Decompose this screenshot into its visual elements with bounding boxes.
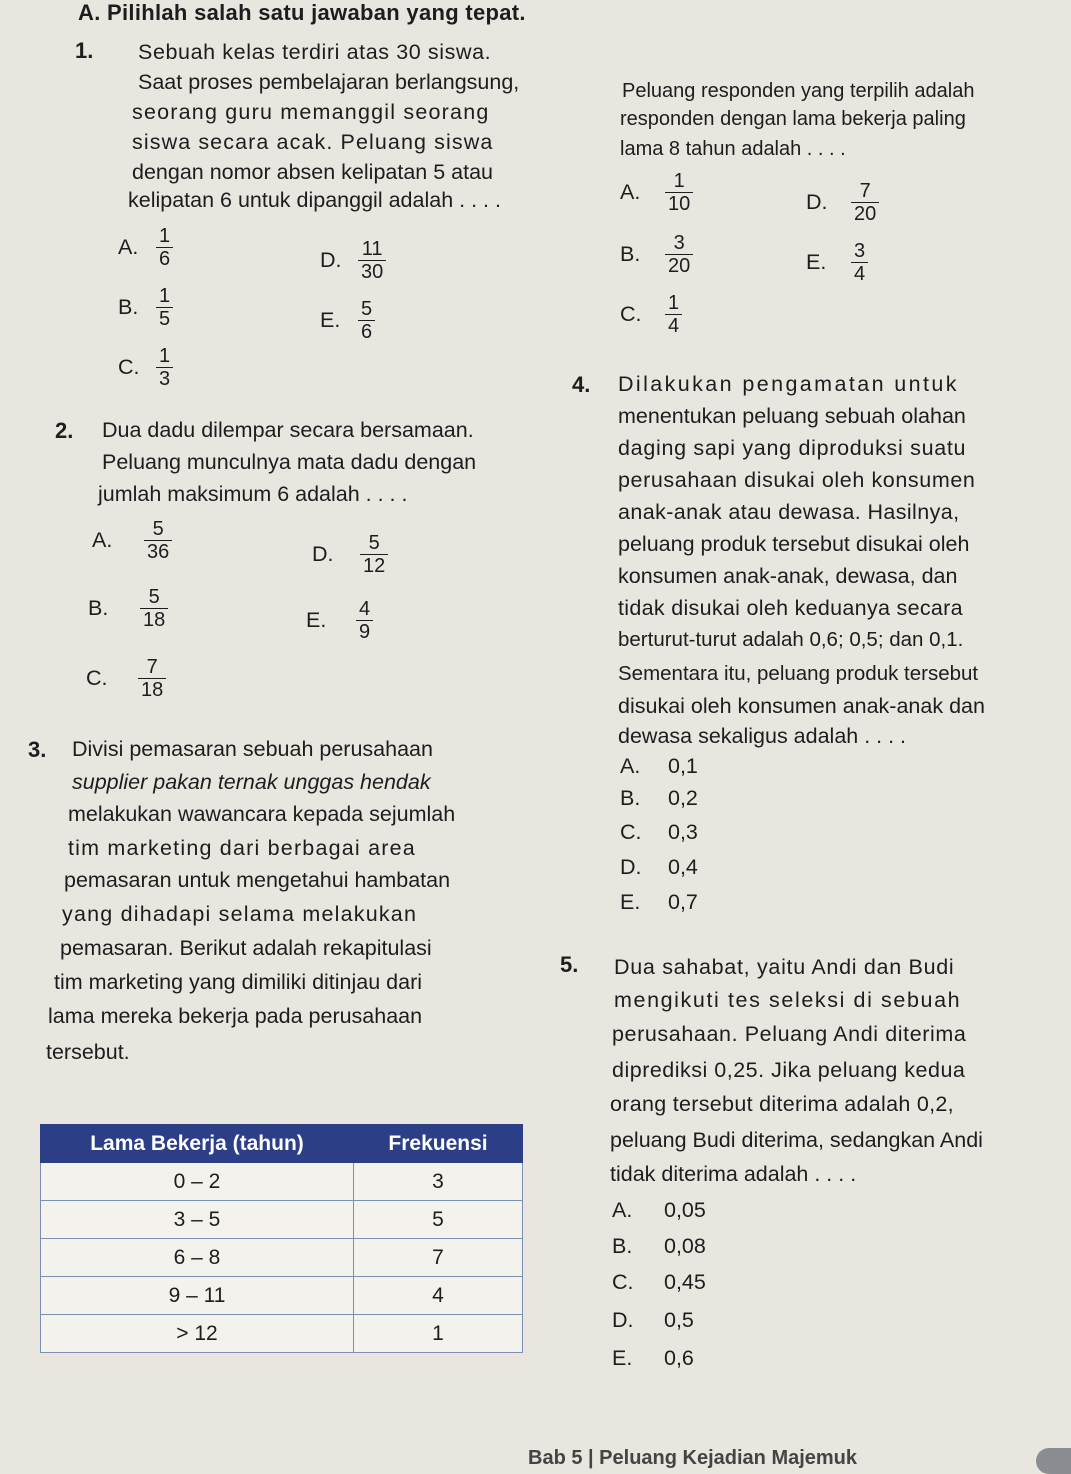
q3-line: pemasaran untuk mengetahui hambatan — [64, 868, 451, 892]
q5-number: 5. — [560, 952, 579, 977]
q4-number: 4. — [572, 372, 591, 397]
q4-line: konsumen anak-anak, dewasa, dan — [618, 564, 958, 588]
option-label: B. — [620, 242, 641, 266]
table-cell: 9 – 11 — [41, 1277, 354, 1315]
q2-line: Dua dadu dilempar secara bersamaan. — [102, 418, 474, 442]
option-label: D. — [620, 855, 642, 879]
option-value: 0,08 — [664, 1234, 706, 1258]
option-value: 0,2 — [668, 786, 698, 810]
option-fraction: $\frac{1}{10}$ — [665, 170, 693, 215]
option-fraction: $\frac{3}{20}$ — [665, 232, 693, 277]
option-label: C. — [620, 820, 642, 844]
option-label: E. — [306, 608, 327, 632]
q5-option-b[interactable] — [612, 1234, 706, 1259]
q1-option-e[interactable] — [320, 298, 375, 343]
q1-option-b[interactable] — [118, 285, 173, 330]
q1-option-c[interactable] — [118, 345, 173, 390]
q5-line: peluang Budi diterima, sedangkan Andi — [610, 1128, 983, 1152]
q2-option-e[interactable] — [306, 598, 373, 643]
q5-option-d[interactable] — [612, 1308, 694, 1333]
option-fraction: $\frac{3}{4}$ — [851, 240, 868, 285]
q2-option-d[interactable] — [312, 532, 388, 577]
page-footer: Bab 5 | Peluang Kejadian Majemuk — [528, 1447, 858, 1469]
q3-line: tim marketing yang dimiliki ditinjau dari — [54, 970, 423, 994]
option-fraction: $\frac{7}{18}$ — [138, 656, 166, 701]
q1-option-a[interactable] — [118, 225, 173, 270]
option-value: 0,05 — [664, 1198, 706, 1222]
q4-line: berturut-turut adalah 0,6; 0,5; dan 0,1. — [618, 628, 964, 651]
q1-line: seorang guru memanggil seorang — [132, 100, 490, 124]
option-fraction: $\frac{11}{30}$ — [358, 238, 386, 283]
option-value: 0,45 — [664, 1270, 706, 1294]
table-cell: 4 — [354, 1277, 523, 1315]
table-row — [41, 1201, 523, 1239]
q3-number: 3. — [28, 737, 47, 762]
q3-line: tersebut. — [46, 1040, 130, 1064]
option-value: 0,6 — [664, 1346, 694, 1370]
option-label: B. — [612, 1234, 633, 1258]
option-label: E. — [620, 890, 641, 914]
q2-option-c[interactable] — [86, 656, 166, 701]
option-value: 0,1 — [668, 754, 698, 778]
table-row — [41, 1239, 523, 1277]
q4-line: Dilakukan pengamatan untuk — [618, 372, 959, 396]
q5-line: orang tersebut diterima adalah 0,2, — [610, 1092, 954, 1116]
q2-line: jumlah maksimum 6 adalah . . . . — [98, 482, 408, 506]
q5-option-c[interactable] — [612, 1270, 706, 1295]
option-label: E. — [612, 1346, 633, 1370]
table-row — [41, 1277, 523, 1315]
q2-line: Peluang munculnya mata dadu dengan — [102, 450, 477, 474]
frequency-table — [40, 1124, 523, 1353]
q3-option-a[interactable] — [620, 170, 693, 215]
q1-line: Saat proses pembelajaran berlangsung, — [138, 70, 520, 94]
option-label: D. — [320, 248, 342, 272]
q3-cont-line: lama 8 tahun adalah . . . . — [620, 138, 846, 160]
q5-line: Dua sahabat, yaitu Andi dan Budi — [614, 955, 955, 979]
q1-line: dengan nomor absen kelipatan 5 atau — [132, 160, 493, 184]
q5-line: tidak diterima adalah . . . . — [610, 1162, 857, 1186]
option-fraction: $\frac{5}{12}$ — [360, 532, 388, 577]
q3-option-c[interactable] — [620, 292, 682, 337]
page-number-badge — [1036, 1448, 1071, 1474]
q3-line: melakukan wawancara kepada sejumlah — [68, 802, 456, 826]
q2-number: 2. — [55, 418, 74, 443]
option-fraction: $\frac{1}{4}$ — [665, 292, 682, 337]
section-letter: A. — [78, 0, 101, 25]
q1-number: 1. — [75, 38, 94, 63]
option-label: D. — [806, 190, 828, 214]
q2-option-b[interactable] — [88, 586, 168, 631]
q4-line: Sementara itu, peluang produk tersebut — [618, 662, 979, 685]
q3-line: lama mereka bekerja pada perusahaan — [48, 1004, 423, 1028]
option-label: A. — [620, 180, 641, 204]
q4-option-d[interactable] — [620, 855, 698, 880]
table-cell: 3 — [354, 1163, 523, 1201]
q1-line: Sebuah kelas terdiri atas 30 siswa. — [138, 40, 492, 64]
q4-line: peluang produk tersebut disukai oleh — [618, 532, 970, 556]
option-value: 0,4 — [668, 855, 698, 879]
option-fraction: $\frac{1}{3}$ — [156, 345, 173, 390]
q5-line: mengikuti tes seleksi di sebuah — [614, 988, 962, 1012]
q3-option-d[interactable] — [806, 180, 879, 225]
q4-option-b[interactable] — [620, 786, 698, 811]
option-fraction: $\frac{5}{36}$ — [144, 518, 172, 563]
q3-line: yang dihadapi selama melakukan — [62, 902, 418, 926]
option-fraction: $\frac{1}{5}$ — [156, 285, 173, 330]
option-label: C. — [118, 355, 140, 379]
table-header-row — [41, 1125, 523, 1163]
option-fraction: $\frac{1}{6}$ — [156, 225, 173, 270]
option-label: B. — [118, 295, 139, 319]
table-cell: 7 — [354, 1239, 523, 1277]
option-label: A. — [118, 235, 139, 259]
q4-line: menentukan peluang sebuah olahan — [618, 404, 966, 428]
q4-line: perusahaan disukai oleh konsumen — [618, 468, 976, 492]
option-value: 0,7 — [668, 890, 698, 914]
option-label: C. — [620, 302, 642, 326]
option-label: D. — [312, 542, 334, 566]
q4-line: daging sapi yang diproduksi suatu — [618, 436, 967, 460]
table-header-cell: Frekuensi — [354, 1125, 523, 1163]
q4-line: anak-anak atau dewasa. Hasilnya, — [618, 500, 960, 524]
option-fraction: $\frac{7}{20}$ — [851, 180, 879, 225]
q5-line: diprediksi 0,25. Jika peluang kedua — [612, 1058, 966, 1082]
q3-line: pemasaran. Berikut adalah rekapitulasi — [60, 936, 432, 960]
q1-line: kelipatan 6 untuk dipanggil adalah . . . . — [128, 188, 501, 212]
option-fraction: $\frac{5}{18}$ — [140, 586, 168, 631]
q4-option-a[interactable] — [620, 754, 698, 779]
q4-option-c[interactable] — [620, 820, 698, 845]
section-heading — [78, 0, 526, 26]
table-cell: 0 – 2 — [41, 1163, 354, 1201]
table-cell: 1 — [354, 1315, 523, 1353]
option-label: C. — [86, 666, 108, 690]
q3-line: supplier pakan ternak unggas hendak — [72, 770, 431, 794]
q3-cont-line: responden dengan lama bekerja paling — [620, 108, 966, 130]
table-cell: 6 – 8 — [41, 1239, 354, 1277]
q3-line: tim marketing dari berbagai area — [68, 836, 416, 860]
q1-option-d[interactable] — [320, 238, 386, 283]
option-label: A. — [612, 1198, 633, 1222]
section-title: Pilihlah salah satu jawaban yang tepat. — [107, 0, 526, 25]
q4-line: dewasa sekaligus adalah . . . . — [618, 724, 907, 748]
option-label: B. — [620, 786, 641, 810]
option-label: D. — [612, 1308, 634, 1332]
option-label: E. — [320, 308, 341, 332]
q3-option-e[interactable] — [806, 240, 868, 285]
q3-cont-line: Peluang responden yang terpilih adalah — [622, 80, 975, 102]
option-label: E. — [806, 250, 827, 274]
option-label: A. — [92, 528, 113, 552]
table-cell: > 12 — [41, 1315, 354, 1353]
table-cell: 3 – 5 — [41, 1201, 354, 1239]
q4-option-e[interactable] — [620, 890, 698, 915]
table-row — [41, 1315, 523, 1353]
q4-line: tidak disukai oleh keduanya secara — [618, 596, 963, 620]
table-header-cell: Lama Bekerja (tahun) — [41, 1125, 354, 1163]
option-fraction: $\frac{4}{9}$ — [356, 598, 373, 643]
option-value: 0,5 — [664, 1308, 694, 1332]
q4-line: disukai oleh konsumen anak-anak dan — [618, 694, 985, 718]
option-label: A. — [620, 754, 641, 778]
q2-option-a[interactable] — [92, 518, 172, 563]
table-row — [41, 1163, 523, 1201]
table-cell: 5 — [354, 1201, 523, 1239]
option-label: C. — [612, 1270, 634, 1294]
option-label: B. — [88, 596, 109, 620]
q5-option-e[interactable] — [612, 1346, 694, 1371]
q5-option-a[interactable] — [612, 1198, 706, 1223]
option-fraction: $\frac{5}{6}$ — [358, 298, 375, 343]
option-value: 0,3 — [668, 820, 698, 844]
q5-line: perusahaan. Peluang Andi diterima — [612, 1022, 967, 1046]
q1-line: siswa secara acak. Peluang siswa — [132, 130, 494, 154]
q3-line: Divisi pemasaran sebuah perusahaan — [72, 737, 433, 761]
q3-option-b[interactable] — [620, 232, 693, 277]
